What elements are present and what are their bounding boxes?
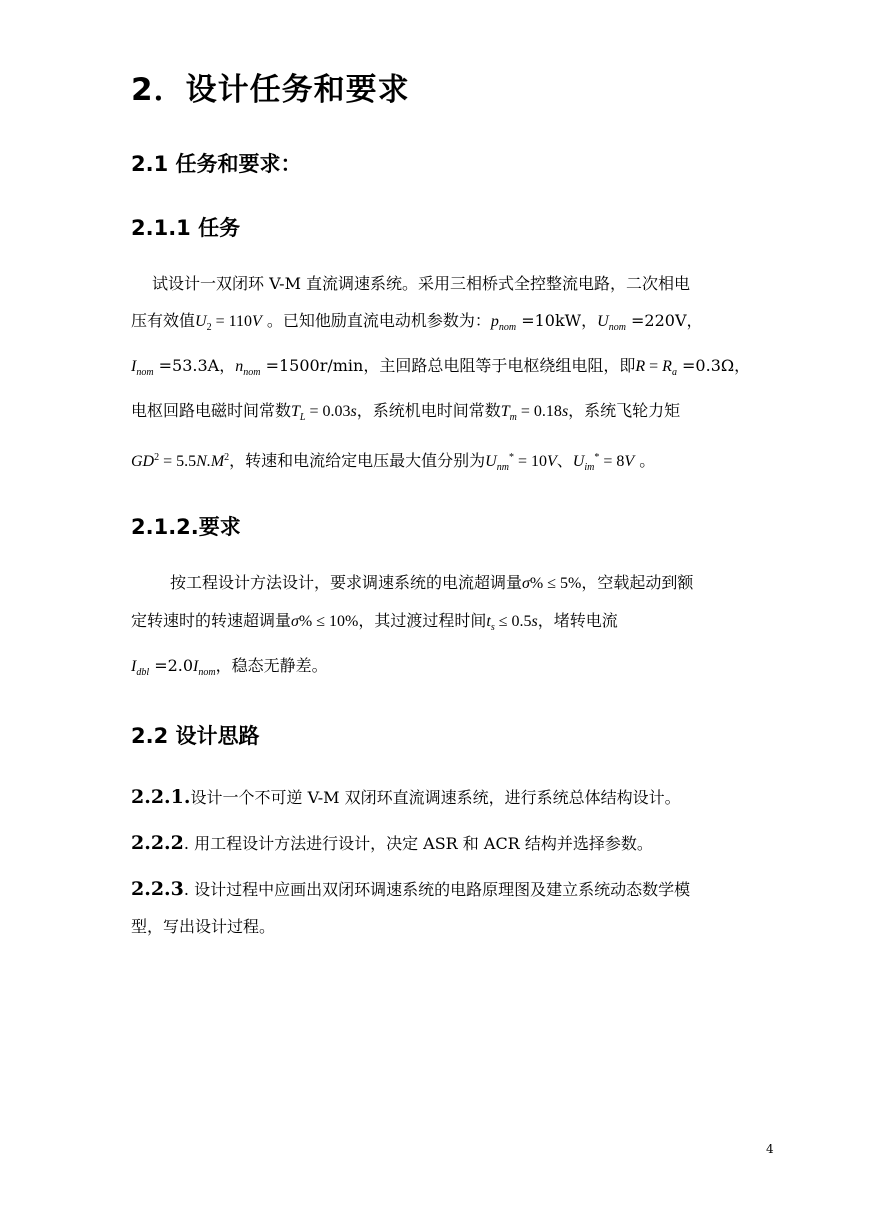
symbol: U [195,313,207,330]
text: 。已知他励直流电动机参数为： [261,311,491,330]
value: % ≤ 10% [298,613,359,630]
text: 。 [634,451,656,470]
subscript: nom [608,322,626,333]
task-line-2 [131,311,703,338]
value: = 5.5 [159,453,197,470]
idea-item-3 [131,879,690,900]
value: =220V， [625,311,703,330]
text: ，系统机电时间常数 [356,401,501,420]
symbol: U [572,453,585,470]
text: ，系统飞轮力矩 [568,401,681,420]
item-text: . 设计过程中应画出双闭环调速系统的电路原理图及建立系统动态数学模 [183,880,691,899]
unit: V [624,453,635,470]
task-line-1: 试设计一双闭环 V-M 直流调速系统。采用三相桥式全控整流电路，二次相电 [152,274,691,293]
section-2-1-heading: 2.1 任务和要求： [131,152,302,176]
symbol: U [597,313,609,330]
subscript: m [509,412,517,423]
value: =10kW， [516,311,598,330]
value: = 0.18 [516,403,562,420]
text: ，空载起动到额 [581,573,694,592]
value: = 110 [211,313,253,330]
section-2-1-1-heading: 2.1.1 任务 [131,216,241,240]
superscript: * [594,452,600,463]
text: =1500r/min，主回路总电阻等于电枢绕组电阻，即 [260,356,636,375]
symbol: I [131,358,137,375]
value: = 0.03 [305,403,351,420]
idea-item-3-cont: 型，写出设计过程。 [131,917,276,936]
subscript: nom [136,367,154,378]
unit: V [252,313,262,330]
chapter-heading [131,64,410,109]
operator: = [645,358,663,375]
unit: s [350,403,357,420]
text: 电枢回路电磁时间常数 [131,401,292,420]
value: =2.0 [149,656,194,675]
chapter-title: 设计任务和要求 [185,72,410,108]
symbol: R [635,358,646,375]
superscript: 2 [154,452,160,463]
text: 定转速时的转速超调量 [131,611,292,630]
item-number: 2.2.1. [131,786,191,808]
subscript: L [299,412,306,423]
value: ≤ 0.5 [494,613,532,630]
section-2-2-heading: 2.2 设计思路 [131,724,260,748]
task-line-3 [131,356,750,383]
task-line-4 [131,401,680,428]
req-line-3 [131,656,328,683]
task-line-5 [131,448,655,478]
text: ，稳态无静差。 [215,656,328,675]
subscript: nm [496,462,509,473]
subscript: s [490,622,495,633]
value: =53.3A， [153,356,236,375]
symbol: t [486,613,491,630]
subscript: nom [198,667,216,678]
item-text: 设计一个不可逆 V-M 双闭环直流调速系统，进行系统总体结构设计。 [190,788,681,807]
symbol: p [490,313,499,330]
subscript: im [584,462,595,473]
subscript: a [671,367,677,378]
symbol: T [500,403,510,420]
value: % ≤ 5% [529,575,582,592]
symbol: σ [522,575,530,592]
unit: N.M [196,453,225,470]
symbol: I [131,658,137,675]
subscript: nom [243,367,261,378]
subscript: 2 [206,322,212,333]
req-line-2 [131,611,618,638]
unit: s [531,613,538,630]
superscript: * [508,452,514,463]
value: = 10 [513,453,547,470]
symbol: σ [291,613,299,630]
text: ，转速和电流给定电压最大值分别为 [229,451,486,470]
value: =0.3Ω， [676,356,751,375]
idea-item-2 [131,833,653,854]
section-2-1-2-heading: 2.1.2.要求 [131,515,241,539]
req-line-1 [170,573,693,594]
text: ，堵转电流 [537,611,618,630]
text: ，其过渡过程时间 [358,611,487,630]
item-number: 2.2.3 [131,878,184,900]
item-text: . 用工程设计方法进行设计，决定 ASR 和 ACR 结构并选择参数。 [183,834,653,853]
symbol: GD [131,453,155,470]
chapter-number: 2． [131,72,186,108]
symbol: R [662,358,672,375]
symbol: T [291,403,300,420]
separator: 、 [556,451,573,470]
idea-item-1 [131,787,681,808]
page-number: 4 [766,1142,774,1156]
superscript: 2 [224,452,230,463]
subscript: nom [498,322,517,333]
unit: V [546,453,557,470]
text: 压有效值 [131,311,196,330]
symbol: I [193,658,199,675]
unit: s [561,403,569,420]
symbol: n [235,358,244,375]
symbol: U [485,453,497,470]
value: = 8 [599,453,625,470]
item-number: 2.2.2 [131,832,184,854]
text: 按工程设计方法设计，要求调速系统的电流超调量 [170,573,523,592]
subscript: dbl [136,667,150,678]
